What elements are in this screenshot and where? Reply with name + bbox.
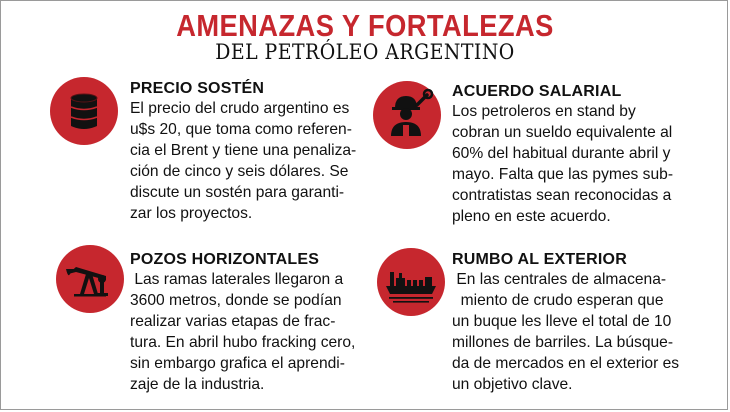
section-text-line: tura. En abril hubo fracking cero, bbox=[130, 334, 356, 351]
section-text-line: En las centrales de almacena- bbox=[452, 271, 667, 288]
section-text-line: discute un sostén para garanti- bbox=[130, 184, 345, 201]
section-text-line: un objetivo clave. bbox=[452, 376, 573, 393]
section-text-line: cia el Brent y tiene una penaliza- bbox=[130, 142, 357, 159]
section-text-line: mayo. Falta que las pymes sub- bbox=[452, 166, 674, 183]
section-heading-precio: PRECIO SOSTÉN bbox=[130, 80, 265, 97]
section-text-line: pleno en este acuerdo. bbox=[452, 208, 611, 225]
section-text-line: El precio del crudo argentino es bbox=[130, 100, 350, 117]
section-text-line: cobran un sueldo equivalente al bbox=[452, 124, 673, 141]
section-text-line: Los petroleros en stand by bbox=[452, 103, 636, 120]
section-heading-acuerdo: ACUERDO SALARIAL bbox=[452, 83, 622, 100]
infographic-subtitle: DEL PETRÓLEO ARGENTINO bbox=[215, 40, 515, 64]
section-text-line: contratistas sean reconocidas a bbox=[452, 187, 672, 204]
section-heading-rumbo: RUMBO AL EXTERIOR bbox=[452, 251, 627, 268]
pumpjack-icon bbox=[56, 245, 124, 313]
section-text-line: 60% del habitual durante abril y bbox=[452, 145, 671, 162]
section-text-line: un buque les lleve el total de 10 bbox=[452, 313, 672, 330]
tanker-ship-icon bbox=[377, 248, 445, 316]
oil-barrel-icon bbox=[50, 77, 118, 145]
section-text-line: u$s 20, que toma como referen- bbox=[130, 121, 352, 138]
section-text-line: zaje de la industria. bbox=[130, 376, 265, 393]
section-text-line: millones de barriles. La búsque- bbox=[452, 334, 674, 351]
infographic-title: AMENAZAS Y FORTALEZAS bbox=[176, 8, 554, 43]
section-text-line: Las ramas laterales llegaron a bbox=[130, 271, 344, 288]
section-text-line: 3600 metros, donde se podían bbox=[130, 292, 342, 309]
section-text-line: zar los proyectos. bbox=[130, 205, 253, 222]
section-text-line: ción de cinco y seis dólares. Se bbox=[130, 163, 349, 180]
oil-worker-icon bbox=[373, 81, 441, 149]
section-text-line: miento de crudo esperan que bbox=[452, 292, 664, 309]
section-text-line: sin embargo grafica el aprendi- bbox=[130, 355, 345, 372]
section-text-line: realizar varias etapas de frac- bbox=[130, 313, 336, 330]
section-text-line: da de mercados en el exterior es bbox=[452, 355, 680, 372]
section-heading-pozos: POZOS HORIZONTALES bbox=[130, 251, 320, 268]
